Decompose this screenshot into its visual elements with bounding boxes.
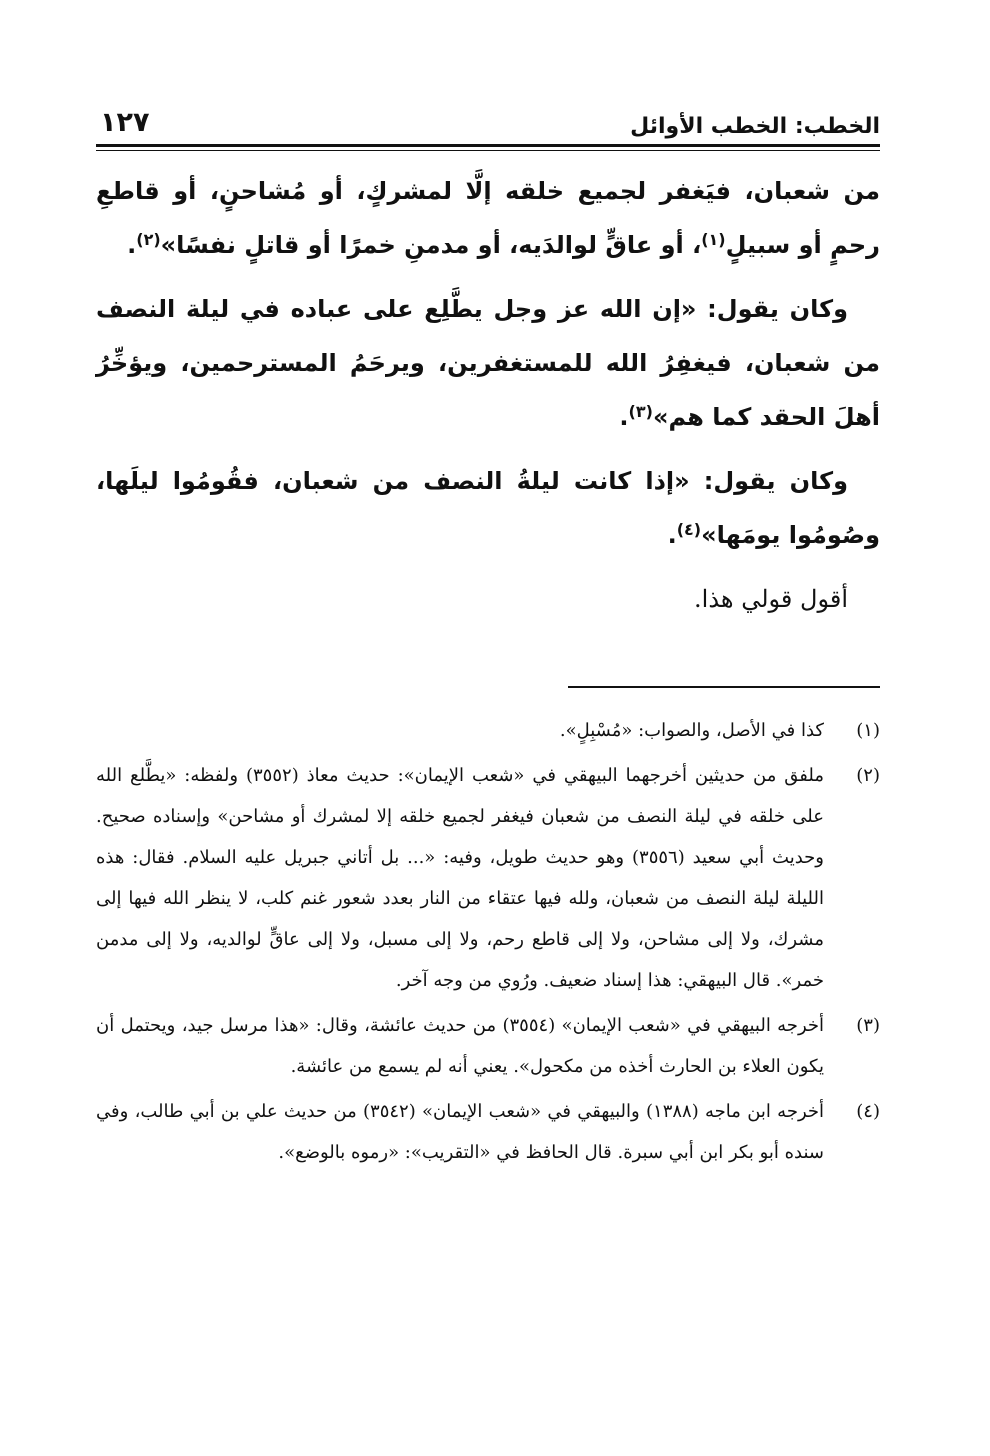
paragraph-1-part-a: من شعبان، فيَغفر لجميع خلقه إلَّا لمشركٍ، أو مُشاحنٍ، أو قاطعِ رحمٍ أو سبيلٍ <box>96 177 880 259</box>
footnote-number: (١) <box>856 720 880 741</box>
footnote-2 <box>96 755 880 1001</box>
footnote-1 <box>96 710 880 751</box>
footnotes <box>96 710 880 1177</box>
main-text <box>96 164 880 636</box>
paragraph-1-part-b: ، أو عاقٍّ لوالدَيه، أو مدمنِ خمرًا أو قاتلٍ نفسًا» <box>160 231 702 259</box>
footnote-text: أخرجه البيهقي في «شعب الإيمان» (٣٥٥٤) من حديث عائشة، وقال: «هذا مرسل جيد، ويحتمل أن يكون العلاء بن الحارث أخذه من مكحول». يعني أنه لم يسمع من عائشة. <box>96 1015 824 1077</box>
footnote-number: (٤) <box>856 1101 880 1122</box>
footnote-ref-4[interactable]: (٤) <box>676 520 702 539</box>
footnote-text: كذا في الأصل، والصواب: «مُسْبِلٍ». <box>559 720 824 741</box>
footnote-separator <box>568 686 880 688</box>
paragraph-2-end: . <box>619 403 629 431</box>
book-page <box>96 96 880 1426</box>
closing-sentence: أقول قولي هذا. <box>694 585 848 613</box>
footnote-ref-2[interactable]: (٢) <box>136 230 161 249</box>
paragraph-1-end: . <box>127 231 137 259</box>
footnote-4 <box>96 1091 880 1173</box>
paragraph-2 <box>96 282 880 444</box>
paragraph-1 <box>96 164 880 272</box>
page-number: ١٢٧ <box>100 107 150 138</box>
header-rule-thin <box>96 150 880 151</box>
paragraph-3-end: . <box>667 521 677 549</box>
footnote-number: (٢) <box>856 765 880 786</box>
header-rule <box>96 144 880 147</box>
footnote-text: أخرجه ابن ماجه (١٣٨٨) والبيهقي في «شعب الإيمان» (٣٥٤٢) من حديث علي بن أبي طالب، وفي سنده أبو بكر ابن أبي سبرة. قال الحافظ في «التقريب»: «رموه بالوضع». <box>96 1101 825 1163</box>
footnote-3 <box>96 1005 880 1087</box>
running-header <box>96 104 880 144</box>
footnote-ref-1[interactable]: (١) <box>701 230 726 249</box>
paragraph-2-text: وكان يقول: «إن الله عز وجل يطَّلِع على عباده في ليلة النصف من شعبان، فيغفِرُ الله للمستغفرين، ويرحَمُ المسترحمين، ويؤخِّرُ أهلَ الحقد كما هم» <box>96 295 880 431</box>
paragraph-3 <box>96 454 880 562</box>
paragraph-3-text: وكان يقول: «إذا كانت ليلةُ النصف من شعبان، فقُومُوا ليلَها، وصُومُوا يومَها» <box>96 467 880 549</box>
footnote-text: ملفق من حديثين أخرجهما البيهقي في «شعب الإيمان»: حديث معاذ (٣٥٥٢) ولفظه: «يطَّلع الله على خلقه في ليلة النصف من شعبان فيغفر لجميع خلقه إلا لمشرك أو مشاحن» وإسناده صحيح. وحديث أبي سعيد (٣٥٥٦) وهو حديث طويل، وفيه: «... بل أتاني جبريل عليه السلام. فقال: هذه الليلة ليلة النصف من شعبان، ولله فيها عتقاء من النار بعدد شعور غنم كلب، لا ينظر الله فيها إلى مشرك، ولا إلى مشاحن، ولا إلى قاطع رحم، ولا إلى مسبل، ولا إلى عاقٍّ لوالديه، ولا إلى مدمن خمر». قال البيهقي: هذا إسناد ضعيف. ورُوي من وجه آخر. <box>96 765 825 991</box>
footnote-ref-3[interactable]: (٣) <box>628 402 653 421</box>
footnote-number: (٣) <box>856 1015 880 1036</box>
running-title: الخطب: الخطب الأوائل <box>630 114 880 139</box>
